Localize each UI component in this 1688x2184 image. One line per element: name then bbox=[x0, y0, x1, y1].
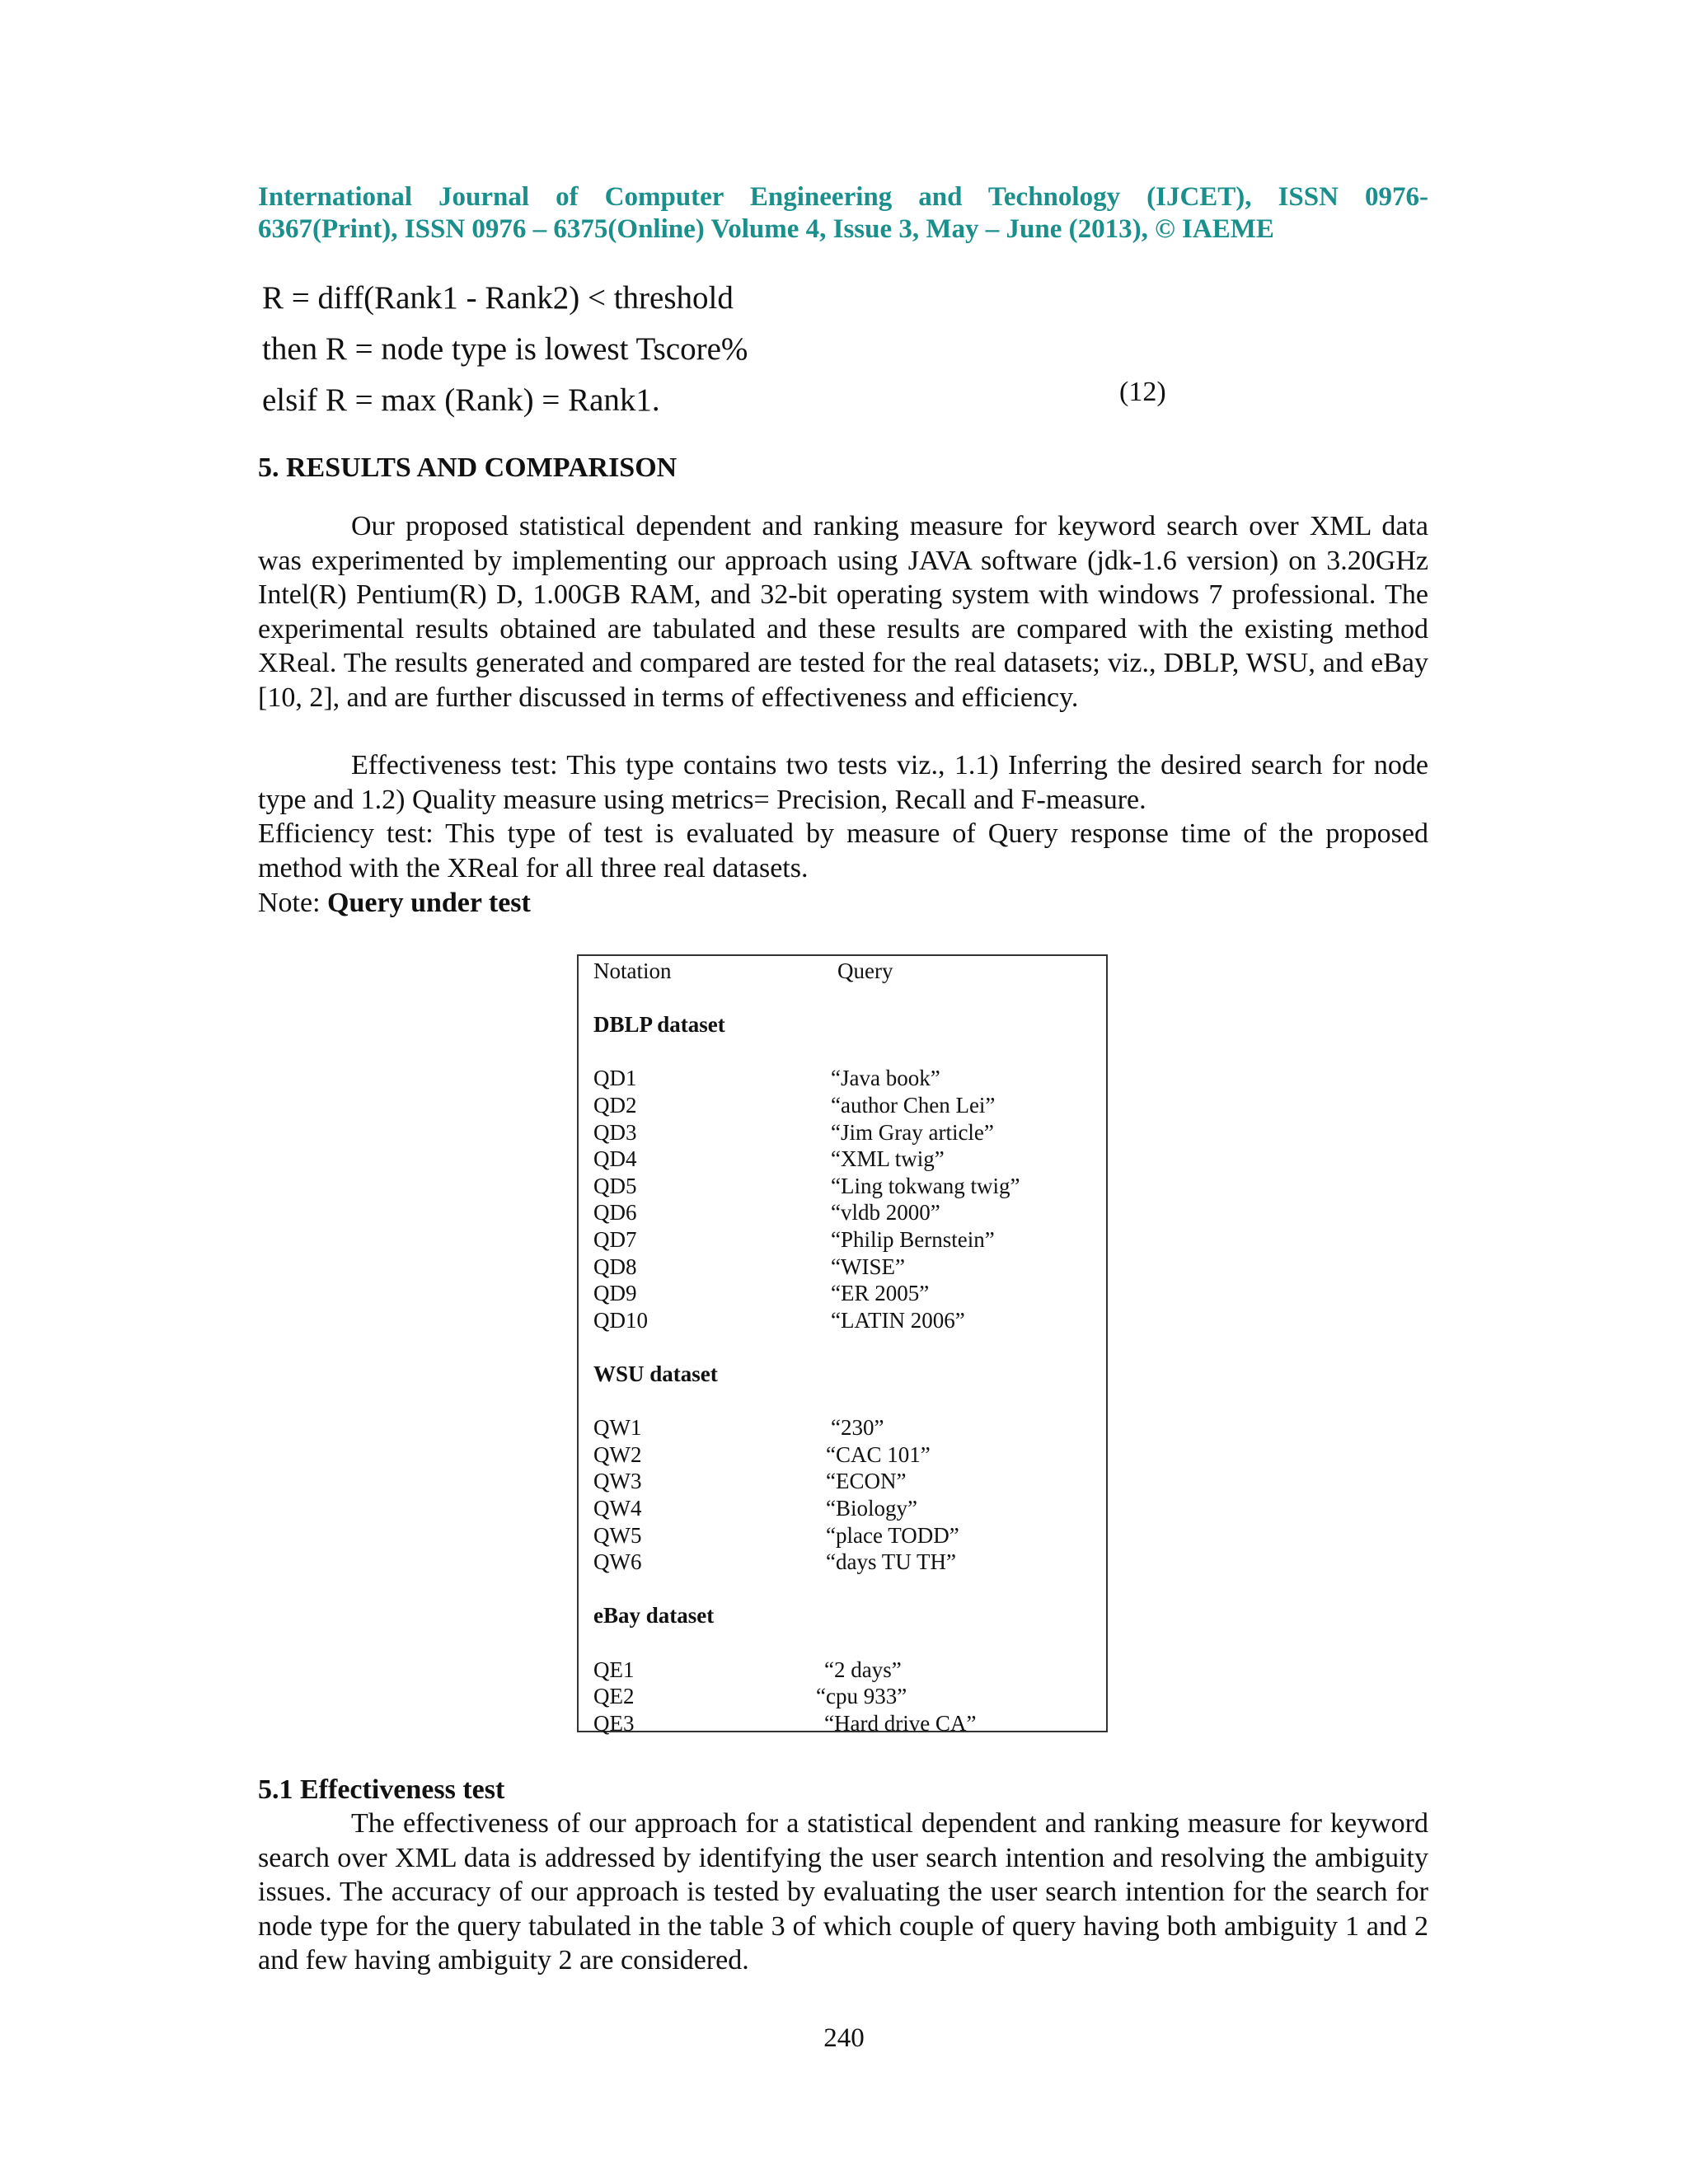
table-cell-notation: QW1 bbox=[593, 1415, 642, 1441]
note-bold-text: Query under test bbox=[327, 888, 531, 918]
table-cell-notation: QD1 bbox=[593, 1066, 637, 1091]
table-cell-query: “author Chen Lei” bbox=[831, 1093, 996, 1118]
journal-header-line2: 6367(Print), ISSN 0976 – 6375(Online) Volume 4, Issue 3, May – June (2013), © IAEME bbox=[258, 214, 1274, 244]
note-prefix: Note: bbox=[258, 888, 328, 918]
table-cell-query: “days TU TH” bbox=[826, 1549, 956, 1575]
table-cell-notation: QD6 bbox=[593, 1200, 637, 1226]
table-cell-query: “vldb 2000” bbox=[831, 1200, 940, 1226]
table-cell-query: “Jim Gray article” bbox=[831, 1119, 994, 1145]
table-cell-query: “WISE” bbox=[831, 1254, 905, 1279]
table-cell-query: “Philip Bernstein” bbox=[831, 1227, 995, 1252]
table-cell-notation: QD4 bbox=[593, 1146, 637, 1172]
table-cell-notation: QW5 bbox=[593, 1522, 642, 1548]
table-cell-query: “cpu 933” bbox=[816, 1684, 907, 1709]
table-cell-query: “LATIN 2006” bbox=[831, 1307, 965, 1333]
note-line bbox=[258, 886, 531, 920]
section-heading: 5. RESULTS AND COMPARISON bbox=[258, 452, 678, 483]
table-cell-notation: QD8 bbox=[593, 1254, 637, 1279]
table-cell-notation: QW2 bbox=[593, 1441, 642, 1467]
table-cell-notation: QE3 bbox=[593, 1710, 635, 1736]
table-cell-query: “place TODD” bbox=[826, 1522, 959, 1548]
table-cell-notation: QD5 bbox=[593, 1173, 637, 1198]
equation-line-3: elsif R = max (Rank) = Rank1. bbox=[262, 382, 660, 418]
query-table bbox=[577, 954, 1108, 1736]
table-cell-notation: QW4 bbox=[593, 1496, 642, 1521]
table-cell-query: “2 days” bbox=[824, 1657, 902, 1682]
equation-line-1: R = diff(Rank1 - Rank2) < threshold bbox=[262, 280, 734, 316]
table-cell-notation: QW6 bbox=[593, 1549, 642, 1575]
table-cell-notation: QD9 bbox=[593, 1281, 637, 1306]
subsection-heading: 5.1 Effectiveness test bbox=[258, 1774, 505, 1805]
efficiency-test-paragraph: Efficiency test: This type of test is evaluated by measure of Query response time of the proposed method with the XReal for all three real datasets. bbox=[258, 818, 1428, 883]
table-header-notation: Notation bbox=[593, 958, 672, 983]
table-cell-notation: QE2 bbox=[593, 1684, 635, 1709]
table-header-query: Query bbox=[837, 958, 893, 983]
table-cell-query: “Hard drive CA” bbox=[824, 1710, 977, 1736]
table-cell-notation: QE1 bbox=[593, 1657, 635, 1682]
effectiveness-test-paragraph: Effectiveness test: This type contains two tests viz., 1.1) Inferring the desired search for node type and 1.2) Quality measure using metrics= Precision, Recall and F-measure. bbox=[258, 750, 1428, 815]
dataset-group-title: DBLP dataset bbox=[593, 1012, 725, 1038]
table-cell-query: “ECON” bbox=[826, 1469, 907, 1494]
table-cell-query: “XML twig” bbox=[831, 1146, 945, 1172]
effectiveness-paragraph: The effectiveness of our approach for a statistical dependent and ranking measure for keyword search over XML data is addressed by identifying the user search intention and resolving the ambiguity issues. The accuracy of our approach is tested by evaluating the user search intention for the search for node type for the query tabulated in the table 3 of which couple of query having both ambiguity 1 and 2 and few having ambiguity 2 are considered. bbox=[258, 1808, 1428, 1975]
equation-line-2: then R = node type is lowest Tscore% bbox=[262, 331, 748, 367]
table-cell-query: “ER 2005” bbox=[831, 1281, 930, 1306]
table-cell-query: “Java book” bbox=[831, 1066, 940, 1091]
table-cell-notation: QW3 bbox=[593, 1469, 642, 1494]
journal-header-line1: International Journal of Computer Engineering and Technology (IJCET), ISSN 0976- bbox=[258, 182, 1428, 212]
table-cell-notation: QD7 bbox=[593, 1227, 637, 1252]
journal-header bbox=[258, 181, 1428, 246]
table-cell-notation: QD10 bbox=[593, 1307, 648, 1333]
table-cell-query: “CAC 101” bbox=[826, 1441, 931, 1467]
results-paragraph: Our proposed statistical dependent and ranking measure for keyword search over XML data was experimented by implementing our approach using JAVA software (jdk-1.6 version) on 3.20GHz Intel(R) Pentium(R) D, 1.00GB RAM, and 32-bit operating system with windows 7 professional. The experimental results obtained are tabulated and these results are compared with the existing method XReal. The results generated and compared are tested for the real datasets; viz., DBLP, WSU, and eBay [10, 2], and are further discussed in terms of effectiveness and efficiency. bbox=[258, 511, 1428, 713]
table-cell-notation: QD3 bbox=[593, 1119, 637, 1145]
page-number: 240 bbox=[823, 2023, 865, 2053]
table-cell-notation: QD2 bbox=[593, 1093, 637, 1118]
table-cell-query: “230” bbox=[831, 1415, 884, 1441]
table-cell-query: “Ling tokwang twig” bbox=[831, 1173, 1020, 1198]
table-cell-query: “Biology” bbox=[826, 1496, 917, 1521]
dataset-group-title: eBay dataset bbox=[593, 1603, 715, 1629]
equation-number: (12) bbox=[1119, 377, 1166, 407]
dataset-group-title: WSU dataset bbox=[593, 1361, 718, 1386]
